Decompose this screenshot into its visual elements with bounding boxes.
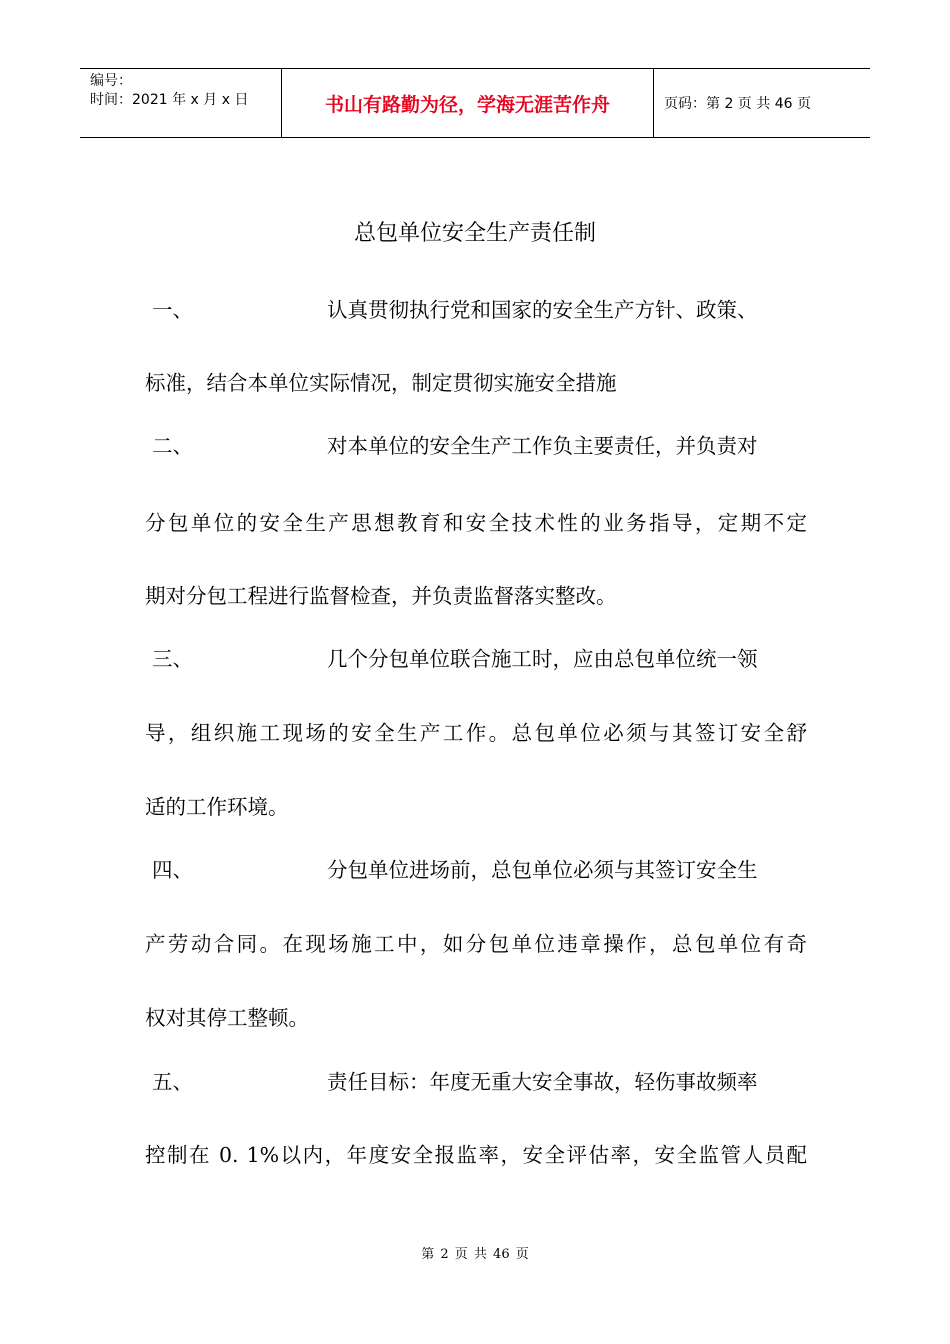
document-header bbox=[80, 68, 870, 138]
header-page-info: 页码：第 2 页 共 46 页 bbox=[664, 96, 811, 112]
document-title: 总包单位安全生产责任制 bbox=[353, 221, 596, 246]
paragraph-line: 责任目标：年度无重大安全事故，轻伤事故频率 bbox=[327, 1070, 758, 1094]
time-label: 时间：2021 年 x 月 x 日 bbox=[90, 92, 249, 108]
page-footer: 第 2 页 共 46 页 bbox=[421, 1247, 529, 1262]
item-number: 四、 bbox=[152, 858, 193, 882]
item-number: 五、 bbox=[152, 1070, 193, 1094]
paragraph-line: 适的工作环境。 bbox=[145, 795, 289, 819]
paragraph-line: 对本单位的安全生产工作负主要责任，并负责对 bbox=[327, 434, 758, 458]
paragraph-line: 分包单位的安全生产思想教育和安全技术性的业务指导，定期不定 bbox=[145, 511, 807, 535]
item-number: 一、 bbox=[152, 298, 193, 322]
paragraph-line: 产劳动合同。在现场施工中，如分包单位违章操作，总包单位有奇 bbox=[145, 932, 807, 956]
paragraph-line: 期对分包工程进行监督检查，并负责监督落实整改。 bbox=[145, 584, 617, 608]
paragraph-line: 控制在 0. 1%以内，年度安全报监率，安全评估率，安全监管人员配 bbox=[145, 1143, 807, 1167]
item-number: 二、 bbox=[152, 434, 193, 458]
paragraph-line: 标准，结合本单位实际情况，制定贯彻实施安全措施 bbox=[145, 371, 617, 395]
paragraph-line: 导，组织施工现场的安全生产工作。总包单位必须与其签订安全舒 bbox=[145, 721, 807, 745]
header-motto: 书山有路勤为径，学海无涯苦作舟 bbox=[281, 69, 654, 137]
item-number: 三、 bbox=[152, 647, 193, 671]
paragraph-line: 分包单位进场前，总包单位必须与其签订安全生 bbox=[327, 858, 758, 882]
paragraph-line: 权对其停工整顿。 bbox=[145, 1006, 309, 1030]
paragraph-line: 认真贯彻执行党和国家的安全生产方针、政策、 bbox=[327, 298, 758, 322]
paragraph-line: 几个分包单位联合施工时，应由总包单位统一领 bbox=[327, 647, 758, 671]
header-meta bbox=[80, 69, 281, 137]
number-label: 编号： bbox=[90, 73, 132, 89]
